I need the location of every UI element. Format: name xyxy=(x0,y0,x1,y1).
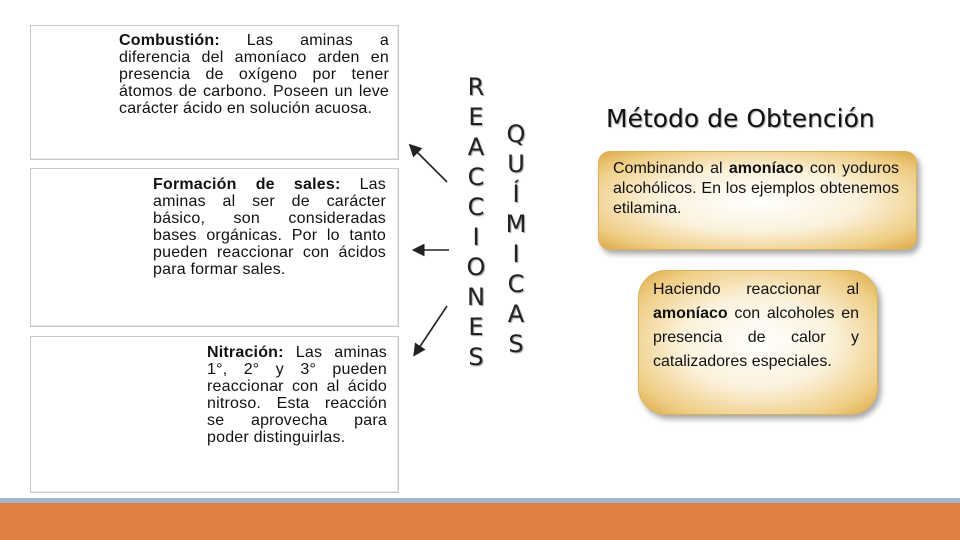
method1-pre: Combinando al xyxy=(613,160,729,177)
sales-title: Formación de sales: xyxy=(153,176,341,193)
method2-post: con alcoholes en presencia de calor y catalizadores especiales. xyxy=(653,305,859,370)
reacciones-letter: A xyxy=(467,133,485,161)
arrows-diagram xyxy=(405,120,455,370)
sales-box xyxy=(30,168,399,327)
reacciones-letter: C xyxy=(467,163,485,191)
reacciones-vertical-word xyxy=(462,72,490,372)
quimicas-letter: Q xyxy=(506,120,526,148)
method-box-alcoholes-text xyxy=(653,278,859,374)
footer-accent-band xyxy=(0,503,960,540)
quimicas-letter: C xyxy=(507,270,525,298)
nitracion-box xyxy=(30,336,399,493)
nitracion-text xyxy=(207,344,387,446)
combustion-text xyxy=(119,32,389,117)
method-title: Método de Obtención xyxy=(606,104,875,133)
quimicas-letter: U xyxy=(507,150,525,178)
sales-text xyxy=(153,176,386,278)
reacciones-letter: R xyxy=(467,73,485,101)
quimicas-letter: A xyxy=(507,300,525,328)
reacciones-letter: E xyxy=(468,103,484,131)
quimicas-vertical-word xyxy=(502,119,530,359)
reacciones-letter: C xyxy=(467,193,485,221)
method-box-alcoholes xyxy=(638,270,878,415)
method1-bold: amoníaco xyxy=(728,160,804,177)
reacciones-letter: S xyxy=(468,343,484,371)
combustion-title: Combustión: xyxy=(119,32,220,49)
reacciones-letter: O xyxy=(466,253,486,281)
quimicas-letter: Í xyxy=(512,180,520,208)
arrow-to-combustion xyxy=(411,146,447,182)
reacciones-letter: N xyxy=(467,283,485,311)
combustion-description: Las aminas a diferencia del amoníaco arden en presencia de oxígeno por tener átomos de carbono. Poseen un leve carácter ácido en solución acuosa. xyxy=(119,32,389,117)
nitracion-description: Las aminas 1°, 2° y 3° pueden reaccionar con al ácido nitroso. Esta reacción se aprovecha para poder distinguirlas. xyxy=(207,344,387,446)
method2-pre: Haciendo reaccionar al xyxy=(653,281,859,298)
quimicas-letter: S xyxy=(508,330,524,358)
method2-bold: amoníaco xyxy=(653,305,728,322)
reacciones-letter: I xyxy=(472,223,480,251)
quimicas-letter: M xyxy=(505,210,527,238)
method-box-yoduros xyxy=(598,151,917,250)
method1-post: con yoduros alcohólicos. En los ejemplos obtenemos etilamina. xyxy=(613,160,899,217)
arrow-to-nitracion xyxy=(415,306,447,354)
method-box-yoduros-text xyxy=(613,159,899,219)
reacciones-letter: E xyxy=(468,313,484,341)
quimicas-letter: I xyxy=(512,240,520,268)
sales-description: Las aminas al ser de carácter básico, son consideradas bases orgánicas. Por lo tanto pueden reaccionar con ácidos para formar sales. xyxy=(153,176,386,278)
nitracion-title: Nitración: xyxy=(207,344,284,361)
combustion-box xyxy=(30,25,399,160)
